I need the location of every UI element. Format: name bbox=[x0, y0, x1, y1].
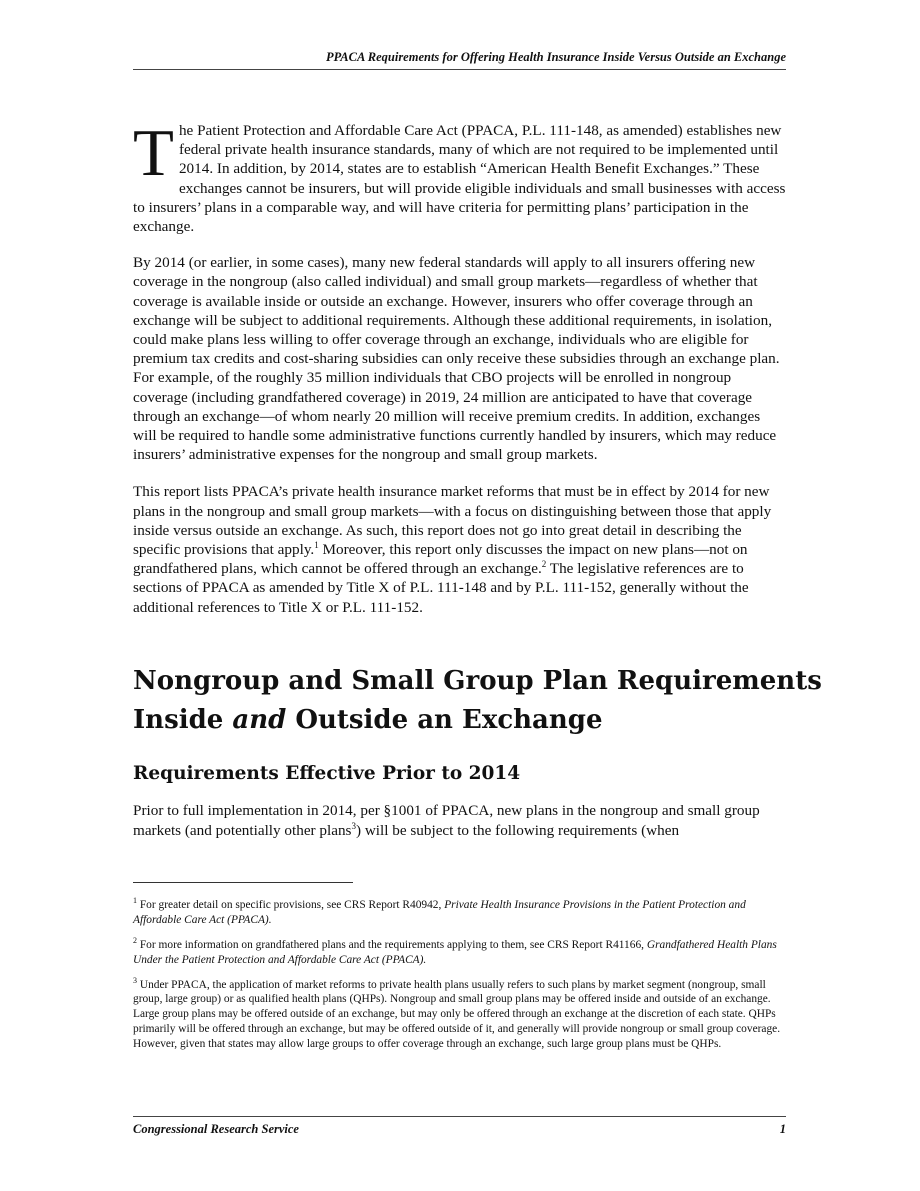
footnote-2-text: For more information on grandfathered plans and the requirements applying to them, see CRS Report R41166, bbox=[137, 938, 647, 951]
footnote-1 bbox=[133, 893, 786, 928]
intro-paragraph-1-text: he Patient Protection and Affordable Care Act (PPACA, P.L. 111-148, as amended) establishes new federal private health insurance standards, many of which are not required to be implemented until 2014. In addition, by 2014, states are to establish “American Health Benefit Exchanges.” These exchanges cannot be insurers, but will provide eligible individuals and small businesses with access to insurers’ plans in a comparable way, and will have criteria for permitting plans’ participation in the exchange. bbox=[133, 122, 786, 236]
subsection-paragraph-part-b: ) will be subject to the following requirements (when bbox=[355, 822, 680, 839]
intro-paragraph-1 bbox=[133, 116, 786, 236]
subsection-paragraph-part-a: Prior to full implementation in 2014, per §1001 of PPACA, new plans in the nongroup and small group markets (and potentially other plans bbox=[133, 802, 760, 839]
section-heading-part-2: Inside bbox=[133, 705, 233, 735]
section-heading bbox=[133, 662, 833, 740]
footnotes bbox=[133, 893, 786, 1057]
footnote-divider bbox=[133, 882, 353, 883]
footnote-2-number: 2 bbox=[133, 935, 137, 945]
running-header: PPACA Requirements for Offering Health Insurance Inside Versus Outside an Exchange bbox=[133, 50, 786, 70]
footnote-1-report-title: Private Health Insurance Provisions in the Patient Protection and Affordable Care Act (PPACA). bbox=[133, 898, 746, 926]
section-heading-italic: and bbox=[232, 705, 287, 735]
footnote-2-report-title: Grandfathered Health Plans Under the Patient Protection and Affordable Care Act (PPACA). bbox=[133, 938, 777, 966]
footnote-ref-1[interactable]: 1 bbox=[314, 540, 319, 550]
page-footer bbox=[133, 1116, 786, 1137]
intro-paragraph-2: By 2014 (or earlier, in some cases), many new federal standards will apply to all insurers offering new coverage in the nongroup (also called individual) and small group markets—regardless of whether that coverage is available inside or outside an exchange. However, insurers who offer coverage through an exchange will be subject to additional requirements. Although these additional requirements, in isolation, could make plans less willing to offer coverage through an exchange, individuals who are eligible for premium tax credits and cost-sharing subsidies can only receive these subsidies through an exchange plan. For example, of the roughly 35 million individuals that CBO projects will be enrolled in nongroup coverage (including grandfathered coverage) in 2019, 24 million are anticipated to have that coverage through an exchange—of whom nearly 20 million will receive premium credits. In addition, exchanges will be required to handle some administrative functions currently handled by insurers, which may reduce insurers’ administrative expenses for the nongroup and small group markets. bbox=[133, 254, 780, 464]
intro-body bbox=[133, 116, 786, 635]
subsection-heading: Requirements Effective Prior to 2014 bbox=[133, 763, 521, 784]
intro-paragraph-3-part-b: Moreover, this report only discusses the impact on new plans—not on grandfathered plans, which cannot be offered through an exchange. bbox=[133, 541, 748, 578]
subsection-paragraph bbox=[133, 801, 786, 841]
section-heading-part-3: Outside an Exchange bbox=[286, 705, 603, 735]
footnote-3 bbox=[133, 973, 786, 1053]
intro-paragraph-3 bbox=[133, 482, 786, 616]
page-number: 1 bbox=[779, 1122, 786, 1136]
footnote-2 bbox=[133, 933, 786, 968]
footer-organization: Congressional Research Service bbox=[133, 1122, 299, 1136]
intro-paragraph-3-part-c: The legislative references are to sections of PPACA as amended by Title X of P.L. 111-148 and by P.L. 111-152, generally without the additional references to Title X or P.L. 111-152. bbox=[133, 560, 749, 616]
footnote-ref-2[interactable]: 2 bbox=[541, 559, 547, 570]
footnote-ref-3[interactable]: 3 bbox=[351, 820, 356, 831]
footnote-1-number: 1 bbox=[133, 896, 137, 905]
drop-cap: T bbox=[133, 116, 174, 190]
footnote-1-text: For greater detail on specific provisions, see CRS Report R40942, bbox=[137, 898, 445, 911]
footnote-3-text: Under PPACA, the application of market reforms to private health plans usually refers to such plans by market segment (nongroup, small group, large group) or as qualified health plans (QHPs). Nongroup and small group plans may be offered inside and outside of an exchange. Large group plans may be offered outside of an exchange, but may only be offered through an exchange at the discretion of each state. QHPs primarily will be offered through an exchange, but may be offered outside of it, and generally will provide nongroup or small group coverage. However, given that states may allow large groups to offer coverage through an exchange, such large group plans must be QHPs. bbox=[133, 978, 781, 1051]
footnote-3-number: 3 bbox=[133, 975, 137, 985]
intro-paragraph-3-part-a: This report lists PPACA’s private health insurance market reforms that must be in effect by 2014 for new plans in the nongroup and small group markets—with a focus on distinguishing between those that apply inside versus outside an exchange. As such, this report does not go into great detail in describing the specific provisions that apply. bbox=[133, 483, 772, 559]
section-heading-line-1: Nongroup and Small Group Plan Requirements bbox=[133, 666, 822, 696]
